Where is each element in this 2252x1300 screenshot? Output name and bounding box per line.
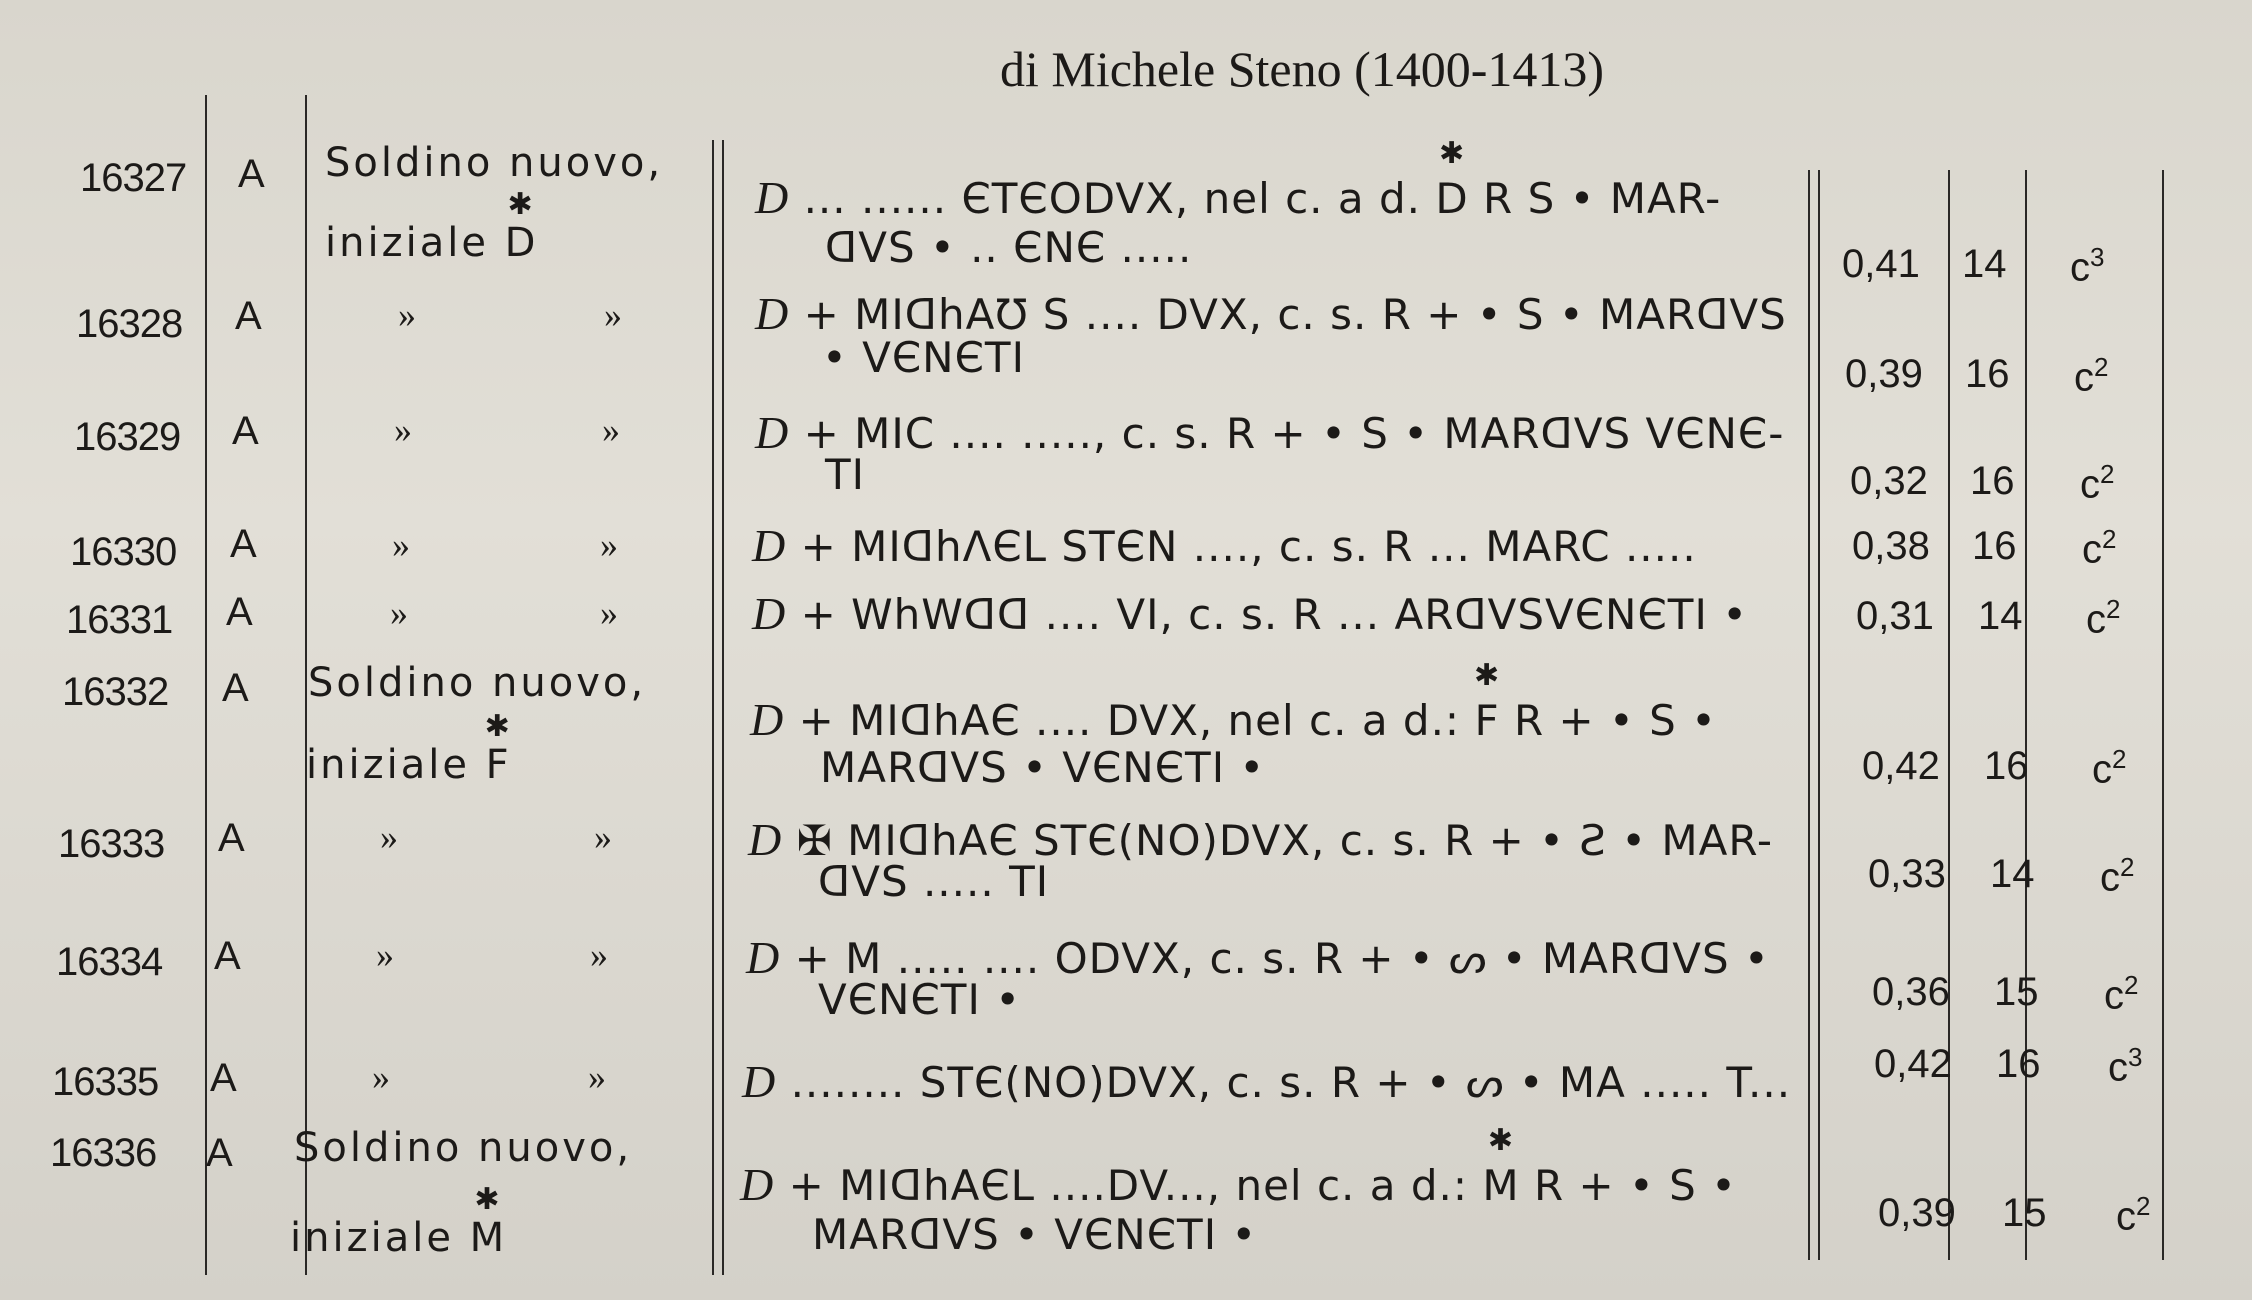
column-rule [2025,170,2027,1260]
coin-description-initial-line [290,1215,507,1261]
legend-continuation: VЄNЄTI • [818,975,1021,1024]
legend-text-post: R + • S • [1499,696,1717,745]
metal: A [222,666,249,710]
rarity: $c^2$ [2104,970,2139,1018]
legend-text: ✠ MIᗡhAЄ STЄ(NO)DVX, c. s. R + • Ƨ • MAR- [782,816,1774,865]
rarity: $c^2$ [2080,459,2115,507]
legend-initial: ✱ M [1482,1156,1519,1216]
metal: A [226,590,253,634]
catalog-number: 16334 [56,940,163,984]
coin-description: Soldino nuovo, [308,660,647,706]
weight: 0,36 [1872,970,1950,1014]
ditto-mark: » [594,817,612,857]
diameter: 14 [1962,242,2007,286]
weight: 0,31 [1856,594,1934,638]
obverse-legend [755,403,1784,464]
ditto-mark: » [392,525,410,565]
column-rule [305,95,307,1275]
legend-continuation: TI [825,450,866,499]
legend-text: ... ...... ЄTЄODVX, nel c. a d. [789,174,1436,223]
legend-continuation: MARᗡVS • VЄNЄTI • [812,1210,1258,1259]
weight: 0,32 [1850,459,1928,503]
metal: A [238,152,265,196]
weight: 0,42 [1874,1042,1952,1086]
metal: A [206,1131,233,1175]
diameter: 16 [1984,744,2029,788]
metal: A [210,1056,237,1100]
column-rule [1808,170,1810,1260]
weight: 0,42 [1862,744,1940,788]
obverse-label: D [752,520,787,571]
ditto-mark: » [372,1057,390,1097]
weight: 0,39 [1878,1191,1956,1235]
diameter: 15 [2002,1191,2047,1235]
diameter: 14 [1978,594,2023,638]
column-rule [712,140,714,1275]
rarity: $c^3$ [2108,1042,2143,1090]
metal: A [230,522,257,566]
legend-text: ........ STЄ(NO)DVX, c. s. R + • ᔕ • MA ..... T... [776,1058,1792,1107]
diameter: 16 [1970,459,2015,503]
catalog-number: 16335 [52,1060,159,1104]
rarity: $c^2$ [2082,524,2117,572]
legend-text: + MIᗡhAЄL ....DV..., nel c. a d.: [774,1161,1483,1210]
metal: A [235,294,262,338]
diameter: 16 [1996,1042,2041,1086]
desc-prefix: iniziale [325,220,505,266]
ditto-mark: » [398,295,416,335]
ditto-mark: » [394,410,412,450]
obverse-label: D [755,407,790,458]
legend-text: + WhWᗡᗡ .... VI, c. s. R ... ARᗡVSVЄNЄTI • [786,590,1748,639]
metal: A [218,816,245,860]
ditto-mark: » [390,593,408,633]
catalog-number: 16336 [50,1131,157,1175]
diameter: 16 [1972,524,2017,568]
desc-prefix: iniziale [290,1215,470,1261]
rarity: $c^3$ [2070,242,2105,290]
ditto-mark: » [602,410,620,450]
page-title: di Michele Steno (1400-1413) [1000,41,1605,97]
rarity: $c^2$ [2074,352,2109,400]
ditto-mark: » [380,817,398,857]
ditto-mark: » [604,295,622,335]
rarity: $c^2$ [2116,1191,2151,1239]
metal: A [232,409,259,453]
obverse-label: D [755,288,790,339]
ditto-mark: » [590,935,608,975]
diameter: 16 [1965,352,2010,396]
obverse-label: D [740,1159,775,1210]
catalog-number: 16327 [80,156,187,200]
desc-prefix: iniziale [306,742,486,788]
obverse-label: D [742,1056,777,1107]
obverse-label: D [748,814,783,865]
initial-with-star: ✱ M [470,1215,508,1261]
legend-text: + MIᗡhAЄ .... DVX, nel c. a d.: [784,696,1475,745]
column-rule [205,95,207,1275]
obverse-label: D [755,172,790,223]
weight: 0,39 [1845,352,1923,396]
rarity: $c^2$ [2092,744,2127,792]
catalog-number: 16328 [76,302,183,346]
column-rule [1948,170,1950,1260]
legend-continuation: • VЄNЄTI [822,333,1025,382]
obverse-legend [752,584,1748,645]
obverse-label: D [752,588,787,639]
legend-continuation: MARᗡVS • VЄNЄTI • [820,743,1266,792]
ditto-mark: » [376,935,394,975]
legend-continuation: ᗡVS ..... TI [818,857,1050,906]
ditto-mark: » [600,593,618,633]
legend-text: + MIᗡhA℧ S .... DVX, c. s. R + • S • MARᗡVS [789,290,1787,339]
ditto-mark: » [588,1057,606,1097]
coin-description-initial-line [306,742,512,788]
column-rule [1818,170,1820,1260]
column-rule [2162,170,2164,1260]
legend-text: + MIᗡhΛЄL STЄN ...., c. s. R ... MARC ..... [786,522,1697,571]
rarity: $c^2$ [2086,594,2121,642]
obverse-legend [752,516,1697,577]
diameter: 14 [1990,852,2035,896]
obverse-legend [742,1052,1791,1113]
ditto-mark: » [600,525,618,565]
initial-with-star: ✱ F [486,742,512,788]
initial-with-star: ✱ D [505,220,539,266]
catalog-number: 16329 [74,415,181,459]
legend-text: + M ..... .... ODVX, c. s. R + • ᔕ • MARᗡVS • [780,934,1770,983]
catalog-number: 16331 [66,598,173,642]
obverse-label: D [750,694,785,745]
legend-text-post: R S • MAR- [1468,174,1722,223]
weight: 0,33 [1868,852,1946,896]
legend-text: + MIC .... ....., c. s. R + • S • MARᗡVS VЄNЄ- [789,409,1785,458]
obverse-label: D [746,932,781,983]
catalog-number: 16330 [70,530,177,574]
legend-initial: ✱ F [1474,691,1499,751]
metal: A [214,934,241,978]
legend-initial: ✱ D [1435,169,1468,229]
legend-continuation: ᗡVS • .. ЄNЄ ..... [825,223,1193,272]
weight: 0,41 [1842,242,1920,286]
rarity: $c^2$ [2100,852,2135,900]
diameter: 15 [1994,970,2039,1014]
coin-description-initial-line [325,220,538,266]
column-rule [722,140,724,1275]
coin-description: Soldino nuovo, [325,140,664,186]
catalog-number: 16332 [62,670,169,714]
legend-text-post: R + • S • [1519,1161,1737,1210]
weight: 0,38 [1852,524,1930,568]
coin-description: Soldino nuovo, [294,1125,633,1171]
catalog-number: 16333 [58,822,165,866]
